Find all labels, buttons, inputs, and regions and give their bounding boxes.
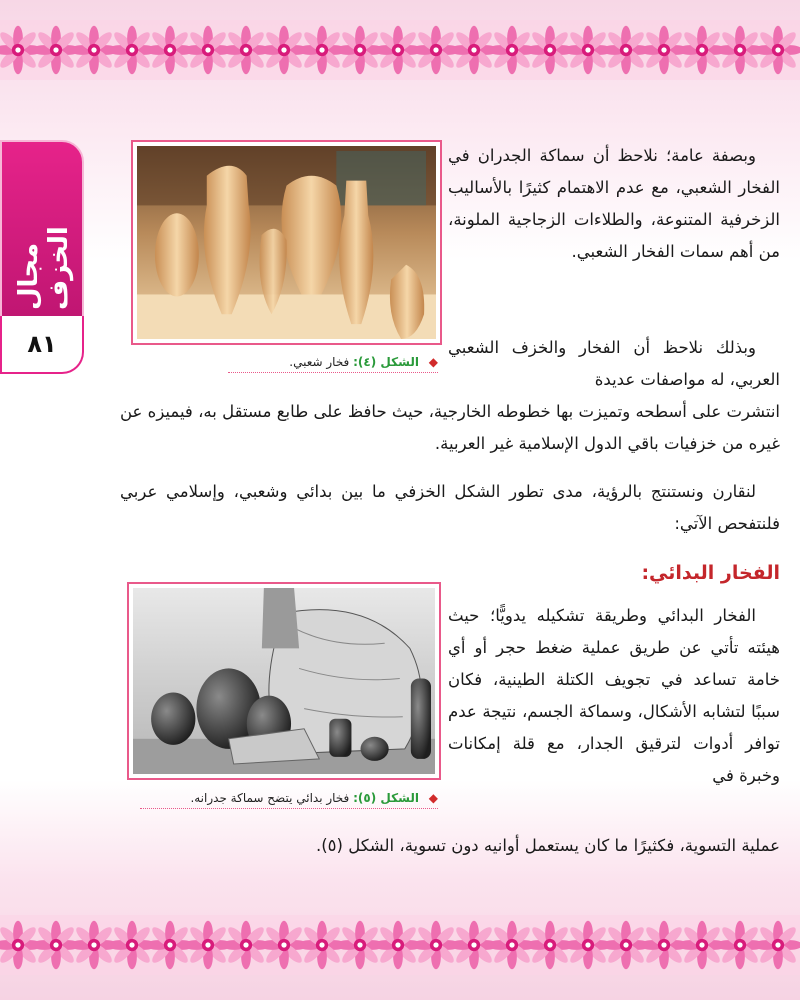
chapter-tab-banner [0,140,84,318]
chapter-side-tab [0,140,84,372]
paragraph-arab-folk-ceramics-end [120,396,780,460]
paragraph-1: وبصفة عامة؛ نلاحظ أن سماكة الجدران في الفخار الشعبي، مع عدم الاهتمام كثيرًا بالأساليب الزخرفية المتنوعة، والطلاءات الزجاجية الملونة، من أهم سمات الفخار الشعبي. [448,146,780,261]
figure-5-primitive-pottery [127,582,441,780]
figure-4-caption-number: الشكل (٤): [353,355,419,369]
paragraph-4-part-2: عملية التسوية، فكثيرًا ما كان يستعمل أوانيه دون تسوية، الشكل (٥). [315,836,780,855]
paragraph-2-part-2: انتشرت على أسطحه وتميزت بها خطوطه الخارجية، حيث حافظ على طابع مستقل به، فيميزه عن غيره من خزفيات باقي الدول الإسلامية غير العربية. [120,402,780,453]
bottom-flower-border [0,905,800,985]
figure-5-caption-number: الشكل (٥): [353,791,419,805]
folk-pottery-illustration [137,146,436,339]
figure-4-caption-text: فخار شعبي. [289,355,350,369]
figure-4-folk-pottery [131,140,442,345]
primitive-pottery-illustration [133,588,435,774]
figure-4-caption [228,355,438,373]
chapter-title: مجال الخزف [14,226,74,310]
paragraph-arab-folk-ceramics-start [448,332,780,396]
figure-5-caption-text: فخار بدائي يتضح سماكة جدرانه. [190,791,350,805]
caption-marker-icon: ◆ [428,355,438,369]
paragraph-2-part-1: وبذلك نلاحظ أن الفخار والخزف الشعبي العربي، له مواصفات عديدة [448,338,780,389]
paragraph-primitive-pottery-end [120,830,780,862]
paragraph-3: لنقارن ونستنتج بالرؤية، مدى تطور الشكل الخزفي ما بين بدائي وشعبي، وإسلامي عربي فلنتفحص الآتي: [120,482,780,533]
paragraph-4-part-1: الفخار البدائي وطريقة تشكيله يدويًّا؛ حيث هيئته تأتي عن طريق عملية ضغط حجر أو أي خامة تساعد في تجويف الكتلة الطينية، فكان سببًا لتشابه الأشكال، وسماكة الجسم، نتيجة عدم توافر أدوات لترقيق الجدار، مع قلة إمكانات وخبرة في [448,606,780,785]
top-flower-border [0,10,800,90]
paragraph-folk-pottery-traits [448,140,780,268]
page-number: ٨١ [0,316,84,374]
paragraph-comparison [120,476,780,540]
section-heading-primitive-pottery: الفخار البدائي: [641,562,780,584]
paragraph-primitive-pottery [448,600,780,792]
caption-marker-icon: ◆ [428,791,438,805]
figure-5-caption [140,791,438,809]
